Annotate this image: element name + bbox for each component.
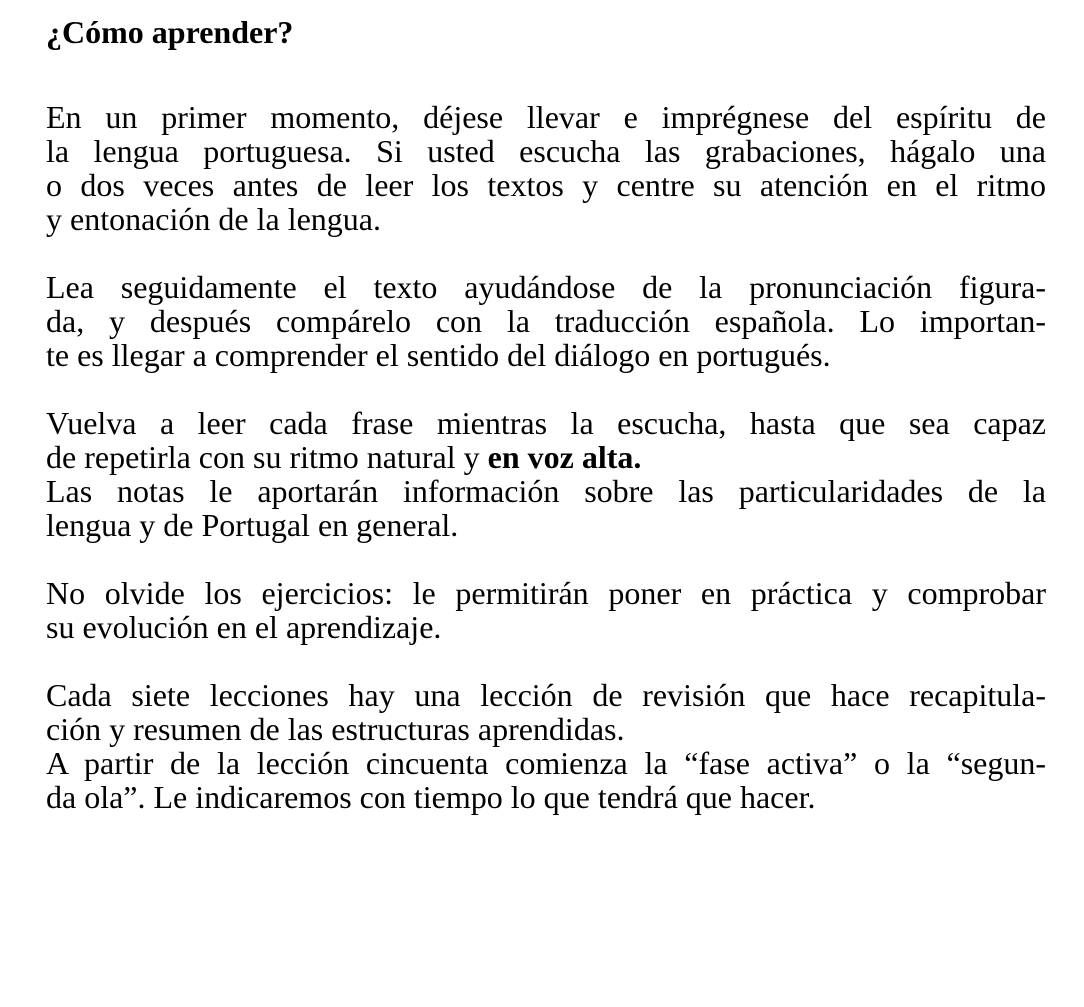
text-line: ción y resumen de las estructuras aprendidas.: [46, 711, 625, 747]
text-line: En un primer momento, déjese llevar e imprégnese del espíritu de: [46, 99, 1046, 135]
page-title: ¿Cómo aprender?: [46, 14, 294, 50]
emphasis-text: en voz alta.: [487, 439, 642, 475]
paragraph-5: [46, 678, 1046, 814]
text-line: Cada siete lecciones hay una lección de revisión que hace recapitula-: [46, 677, 1046, 713]
paragraph-1: [46, 100, 1046, 236]
text-line: Lea seguidamente el texto ayudándose de la pronunciación figura-: [46, 269, 1046, 305]
text-line: su evolución en el aprendizaje.: [46, 609, 442, 645]
text-line: lengua y de Portugal en general.: [46, 507, 459, 543]
text-line: Las notas le aportarán información sobre las particularidades de la: [46, 473, 1046, 509]
document-page: [46, 14, 1046, 814]
text-line: te es llegar a comprender el sentido del diálogo en portugués.: [46, 337, 831, 373]
text-line: da, y después compárelo con la traducción española. Lo importan-: [46, 303, 1046, 339]
text-line: Vuelva a leer cada frase mientras la escucha, hasta que sea capaz: [46, 405, 1046, 441]
text-line: o dos veces antes de leer los textos y centre su atención en el ritmo: [46, 167, 1046, 203]
text-line: da ola”. Le indicaremos con tiempo lo que tendrá que hacer.: [46, 779, 816, 815]
paragraph-4: [46, 576, 1046, 644]
text-line-with-emphasis: [46, 440, 1046, 474]
paragraph-3: [46, 406, 1046, 542]
text-line: No olvide los ejercicios: le permitirán poner en práctica y comprobar: [46, 575, 1046, 611]
text-segment: de repetirla con su ritmo natural y: [46, 439, 488, 475]
paragraph-2: [46, 270, 1046, 372]
text-line: y entonación de la lengua.: [46, 201, 381, 237]
text-line: la lengua portuguesa. Si usted escucha las grabaciones, hágalo una: [46, 133, 1046, 169]
text-line: A partir de la lección cincuenta comienza la “fase activa” o la “segun-: [46, 745, 1046, 781]
